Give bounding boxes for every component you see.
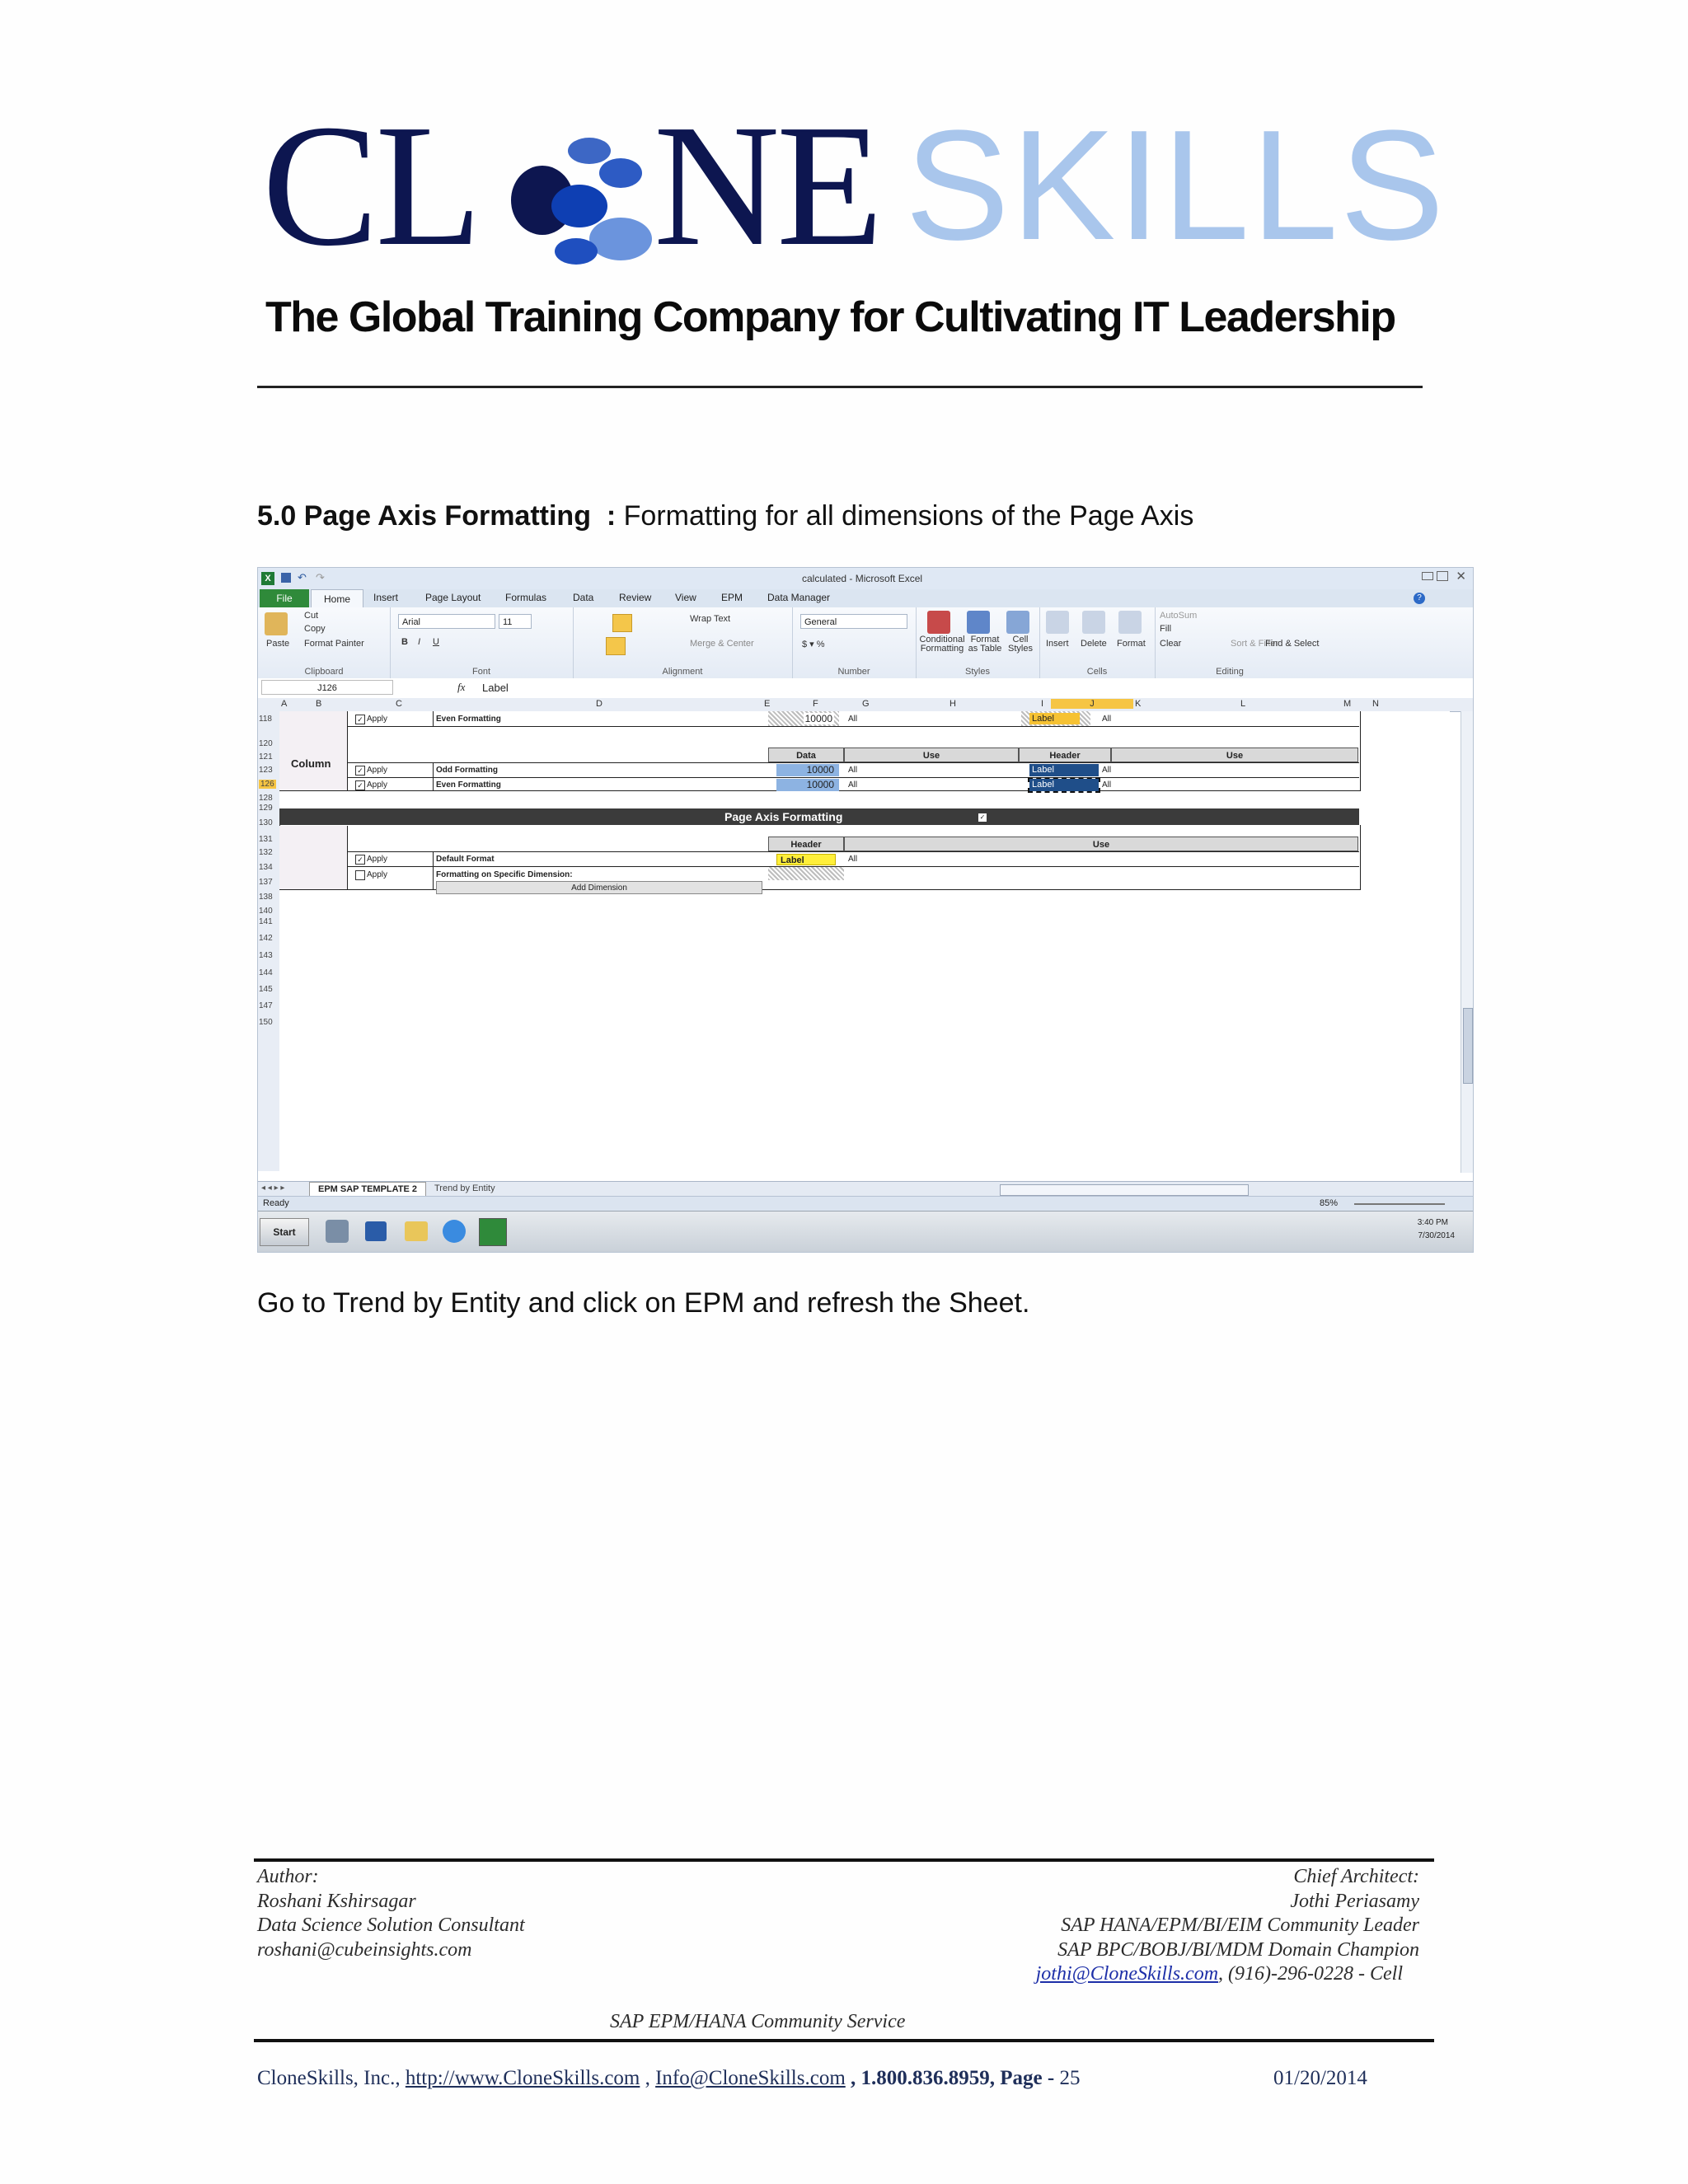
number-format-select[interactable]: General xyxy=(800,614,907,629)
restore-icon[interactable] xyxy=(1437,571,1448,581)
autosum-button[interactable]: AutoSum xyxy=(1160,611,1198,621)
tab-formulas[interactable]: Formulas xyxy=(505,592,547,603)
save-icon[interactable] xyxy=(281,573,291,583)
group-font xyxy=(390,607,574,678)
column-header[interactable]: K xyxy=(1135,699,1142,709)
insert-cells-icon[interactable] xyxy=(1046,611,1069,634)
column-header[interactable]: F xyxy=(813,699,818,709)
column-header[interactable]: H xyxy=(950,699,956,709)
row-header[interactable]: 145 xyxy=(259,985,273,994)
number-label: Number xyxy=(837,667,870,677)
odd-formatting-label: Odd Formatting xyxy=(436,766,498,775)
separator: , xyxy=(640,2067,656,2089)
use-value: All xyxy=(848,715,858,724)
tab-view[interactable]: View xyxy=(675,592,696,603)
apply-checkbox[interactable]: ✓ xyxy=(355,715,365,724)
conditional-formatting-button[interactable]: Conditional Formatting xyxy=(919,635,965,654)
group-editing xyxy=(1155,607,1320,678)
column-header[interactable]: N xyxy=(1372,699,1379,709)
author-block xyxy=(257,1865,525,1962)
excel-screenshot xyxy=(257,567,1474,1253)
architect-line1: SAP HANA/EPM/BI/EIM Community Leader xyxy=(1061,1915,1419,1936)
zoom-slider[interactable] xyxy=(1354,1203,1445,1205)
logo-text-cl: CL xyxy=(262,88,479,282)
formula-bar xyxy=(258,678,1473,699)
row-header[interactable]: 121 xyxy=(259,752,273,762)
hatch-cell xyxy=(768,867,844,880)
page-number: 25 xyxy=(1059,2067,1081,2089)
row-headers xyxy=(258,711,280,1171)
currency-button[interactable]: $ ▾ % xyxy=(802,640,825,649)
community-service: SAP EPM/HANA Community Service xyxy=(610,2011,906,2032)
default-format-label: Default Format xyxy=(436,855,495,864)
format-cells-icon[interactable] xyxy=(1118,611,1142,634)
column-label-cell xyxy=(279,711,348,790)
logo-dots-icon xyxy=(497,128,662,268)
column-header[interactable]: E xyxy=(764,699,771,709)
format-button[interactable]: Format xyxy=(1117,639,1146,649)
insert-button[interactable]: Insert xyxy=(1046,639,1069,649)
column-header-selected[interactable]: J xyxy=(1051,699,1133,709)
editing-label: Editing xyxy=(1216,667,1244,677)
section-heading xyxy=(257,500,1193,532)
formula-input[interactable]: Label xyxy=(482,682,509,694)
format-painter-button[interactable]: Format Painter xyxy=(304,639,364,649)
odd-header-label-cell[interactable]: Label xyxy=(1029,764,1099,776)
underline-button[interactable]: U xyxy=(433,637,439,647)
add-dimension-button[interactable]: Add Dimension xyxy=(436,881,762,894)
cells-label: Cells xyxy=(1086,667,1108,677)
use-value: All xyxy=(848,766,858,775)
apply-label: Apply xyxy=(367,870,388,879)
architect-email-link[interactable]: jothi@CloneSkills.com xyxy=(1035,1963,1219,1985)
row-header[interactable]: 147 xyxy=(259,1001,273,1010)
horizontal-scrollbar[interactable] xyxy=(1000,1184,1249,1196)
even-value-cell[interactable]: 10000 xyxy=(776,779,839,791)
author-title: Data Science Solution Consultant xyxy=(257,1915,525,1936)
row-header[interactable]: 123 xyxy=(259,766,273,775)
tab-data[interactable]: Data xyxy=(573,592,594,603)
column-header[interactable]: G xyxy=(862,699,870,709)
header-column-header: Header xyxy=(1019,748,1111,762)
architect-name: Jothi Periasamy xyxy=(1290,1890,1419,1912)
selected-cell-j126[interactable]: Label xyxy=(1029,779,1099,791)
start-button[interactable]: Start xyxy=(260,1218,309,1246)
align-left-icon[interactable] xyxy=(606,637,626,655)
use-value: All xyxy=(1102,780,1112,790)
author-name: Roshani Kshirsagar xyxy=(257,1890,416,1912)
header-label-cell[interactable]: Label xyxy=(1029,713,1080,724)
apply-checkbox[interactable]: ✓ xyxy=(355,780,365,790)
font-size-select[interactable]: 11 xyxy=(499,614,532,629)
paste-icon[interactable] xyxy=(265,612,288,635)
copy-button[interactable]: Copy xyxy=(304,624,326,634)
header-column-header: Header xyxy=(768,837,844,851)
clock-time: 3:40 PM xyxy=(1417,1218,1448,1227)
header-divider xyxy=(257,386,1423,388)
architect-line2: SAP BPC/BOBJ/BI/MDM Domain Champion xyxy=(1057,1938,1419,1961)
section-title: 5.0 Page Axis Formatting xyxy=(257,500,591,532)
author-email: roshani@cubeinsights.com xyxy=(257,1938,472,1961)
row-header[interactable]: 141 xyxy=(259,917,273,926)
bold-button[interactable]: B xyxy=(401,637,408,647)
merge-center-button[interactable]: Merge & Center xyxy=(690,639,754,649)
apply-label: Apply xyxy=(367,766,388,775)
apply-checkbox-unchecked[interactable] xyxy=(355,870,365,880)
tab-file[interactable]: File xyxy=(260,589,309,607)
row-header[interactable]: 134 xyxy=(259,863,273,872)
use-value: All xyxy=(848,855,858,864)
windows-taskbar xyxy=(258,1211,1473,1253)
sheet-tabs xyxy=(258,1181,1473,1197)
font-label: Font xyxy=(471,667,490,677)
column-label: Column xyxy=(291,757,331,770)
footer-divider xyxy=(254,1858,1434,1862)
italic-button[interactable]: I xyxy=(418,637,421,647)
conditional-formatting-icon[interactable] xyxy=(927,611,950,634)
column-header[interactable]: A xyxy=(281,699,288,709)
row-header[interactable]: 143 xyxy=(259,951,273,960)
architect-block xyxy=(1036,1865,1419,1987)
clipboard-label: Clipboard xyxy=(304,667,344,677)
explorer-icon[interactable] xyxy=(405,1221,428,1241)
group-number xyxy=(792,607,917,678)
row-header[interactable]: 132 xyxy=(259,848,273,857)
website-link[interactable]: http://www.CloneSkills.com xyxy=(405,2067,640,2089)
cell-styles-button[interactable]: Cell Styles xyxy=(1008,635,1033,654)
window-title: calculated - Microsoft Excel xyxy=(802,573,923,584)
row-header[interactable]: 130 xyxy=(259,818,273,827)
delete-button[interactable]: Delete xyxy=(1081,639,1107,649)
architect-label: Chief Architect: xyxy=(1293,1866,1419,1887)
excel-title-bar xyxy=(258,568,1473,589)
apply-checkbox[interactable]: ✓ xyxy=(355,766,365,776)
column-header[interactable]: B xyxy=(316,699,322,709)
specific-dimension-label: Formatting on Specific Dimension: xyxy=(436,870,573,879)
company-footer-line xyxy=(257,2067,1080,2090)
use-column-header: Use xyxy=(844,837,1358,851)
tab-epm[interactable]: EPM xyxy=(721,592,743,603)
tab-home[interactable]: Home xyxy=(311,589,363,609)
close-icon[interactable]: ✕ xyxy=(1456,569,1466,583)
row-header[interactable]: 131 xyxy=(259,835,273,844)
tab-insert[interactable]: Insert xyxy=(373,592,399,603)
align-middle-icon[interactable] xyxy=(612,614,632,632)
even-formatting-label: Even Formatting xyxy=(436,715,501,724)
function-icon[interactable]: fx xyxy=(457,681,466,693)
page-axis-title: Page Axis Formatting xyxy=(724,810,843,823)
use-column-header: Use xyxy=(844,748,1019,762)
apply-checkbox[interactable]: ✓ xyxy=(355,855,365,865)
company-tagline: The Global Training Company for Cultivating IT Leadership xyxy=(265,293,1395,341)
use-value: All xyxy=(1102,715,1112,724)
column-header[interactable]: D xyxy=(596,699,603,709)
footer-divider xyxy=(254,2039,1434,2042)
group-cells xyxy=(1039,607,1156,678)
row-header[interactable]: 120 xyxy=(259,739,273,748)
format-as-table-icon[interactable] xyxy=(967,611,990,634)
sheet-nav-icon[interactable]: ◂ ◂ ▸ ▸ xyxy=(261,1183,285,1193)
use-column-header: Use xyxy=(1111,748,1358,762)
use-value: All xyxy=(848,780,858,790)
footer-date: 01/20/2014 xyxy=(1273,2067,1367,2089)
row-divider xyxy=(347,726,1359,727)
clock-date: 7/30/2014 xyxy=(1418,1231,1455,1240)
row-header[interactable]: 128 xyxy=(259,794,273,803)
row-header-selected[interactable]: 126 xyxy=(260,780,274,789)
column-header[interactable]: I xyxy=(1041,699,1044,709)
delete-cells-icon[interactable] xyxy=(1082,611,1105,634)
paste-button[interactable]: Paste xyxy=(266,639,290,649)
status-text: Ready xyxy=(263,1198,289,1208)
default-format-label-cell[interactable]: Label xyxy=(776,854,836,865)
wrap-text-button[interactable]: Wrap Text xyxy=(690,614,731,624)
banner-checkbox[interactable]: ✓ xyxy=(979,813,986,821)
worksheet-grid xyxy=(279,711,1450,1171)
column-header[interactable]: L xyxy=(1240,699,1246,709)
column-header[interactable]: C xyxy=(396,699,402,709)
apply-label: Apply xyxy=(367,715,388,724)
cell-styles-icon[interactable] xyxy=(1006,611,1029,634)
use-value: All xyxy=(1102,766,1112,775)
tab-review[interactable]: Review xyxy=(619,592,652,603)
odd-value-cell[interactable]: 10000 xyxy=(776,764,839,776)
undo-icon[interactable]: ↶ xyxy=(298,571,307,583)
redo-icon[interactable]: ↷ xyxy=(316,571,325,583)
zoom-level: 85% xyxy=(1320,1198,1339,1208)
server-manager-icon[interactable] xyxy=(326,1220,349,1243)
architect-phone: , (916)-296-0228 - Cell xyxy=(1218,1963,1403,1985)
cut-button[interactable]: Cut xyxy=(304,611,319,621)
company-name: CloneSkills, Inc., xyxy=(257,2067,406,2089)
sort-filter-button[interactable]: Sort & Filter xyxy=(1231,639,1279,649)
apply-label: Apply xyxy=(367,855,388,864)
help-icon[interactable]: ? xyxy=(1414,593,1425,604)
sheet-tab-active[interactable]: EPM SAP TEMPLATE 2 xyxy=(309,1182,426,1197)
group-alignment xyxy=(573,607,793,678)
tab-page-layout[interactable]: Page Layout xyxy=(425,592,481,603)
value-cell[interactable]: 10000 xyxy=(768,711,839,726)
section-colon: : xyxy=(606,500,617,532)
font-name-select[interactable]: Arial xyxy=(398,614,495,629)
status-bar xyxy=(258,1196,1473,1212)
ribbon-tabs xyxy=(258,589,1473,608)
vertical-scrollbar[interactable] xyxy=(1461,711,1473,1173)
even-formatting-label: Even Formatting xyxy=(436,780,501,790)
apply-label: Apply xyxy=(367,780,388,790)
row-header[interactable]: 142 xyxy=(259,934,273,943)
row-header[interactable]: 150 xyxy=(259,1018,273,1027)
row-header[interactable]: 138 xyxy=(259,893,273,902)
logo-text-ne: NE xyxy=(654,88,880,282)
internet-explorer-icon[interactable] xyxy=(443,1220,466,1243)
excel-app-icon: X xyxy=(261,572,274,585)
fill-button[interactable]: Fill xyxy=(1160,624,1172,634)
excel-taskbar-icon[interactable] xyxy=(479,1218,507,1246)
styles-label: Styles xyxy=(965,667,990,677)
data-column-header: Data xyxy=(768,748,844,762)
row-header[interactable]: 144 xyxy=(259,968,273,977)
column-header[interactable]: M xyxy=(1343,699,1352,709)
phone-page-label: , 1.800.836.8959, Page - xyxy=(845,2067,1060,2089)
section-description: Formatting for all dimensions of the Page Axis xyxy=(623,500,1194,532)
logo-text-skills: SKILLS xyxy=(905,98,1447,273)
clear-button[interactable]: Clear xyxy=(1160,639,1182,649)
row-header[interactable]: 129 xyxy=(259,804,273,813)
row-header[interactable]: 140 xyxy=(259,907,273,916)
find-select-button[interactable]: Find & Select xyxy=(1265,639,1320,649)
row-header[interactable]: 137 xyxy=(259,878,273,887)
tab-data-manager[interactable]: Data Manager xyxy=(767,592,831,603)
instruction-text: Go to Trend by Entity and click on EPM and refresh the Sheet. xyxy=(257,1287,1030,1319)
group-styles xyxy=(916,607,1040,678)
author-label: Author: xyxy=(257,1866,319,1887)
email-link[interactable]: Info@CloneSkills.com xyxy=(655,2067,846,2089)
scroll-thumb[interactable] xyxy=(1463,1008,1473,1084)
sheet-tab[interactable]: Trend by Entity xyxy=(434,1183,495,1193)
alignment-label: Alignment xyxy=(662,667,703,677)
powershell-icon[interactable] xyxy=(365,1221,387,1241)
cloneskills-logo xyxy=(262,88,1447,282)
ribbon-home xyxy=(258,607,1473,679)
minimize-icon[interactable] xyxy=(1422,572,1433,580)
group-clipboard xyxy=(258,607,391,678)
column-headers xyxy=(258,698,1473,712)
row-header[interactable]: 118 xyxy=(259,715,272,724)
format-as-table-button[interactable]: Format as Table xyxy=(968,635,1002,654)
name-box[interactable]: J126 xyxy=(261,680,393,695)
